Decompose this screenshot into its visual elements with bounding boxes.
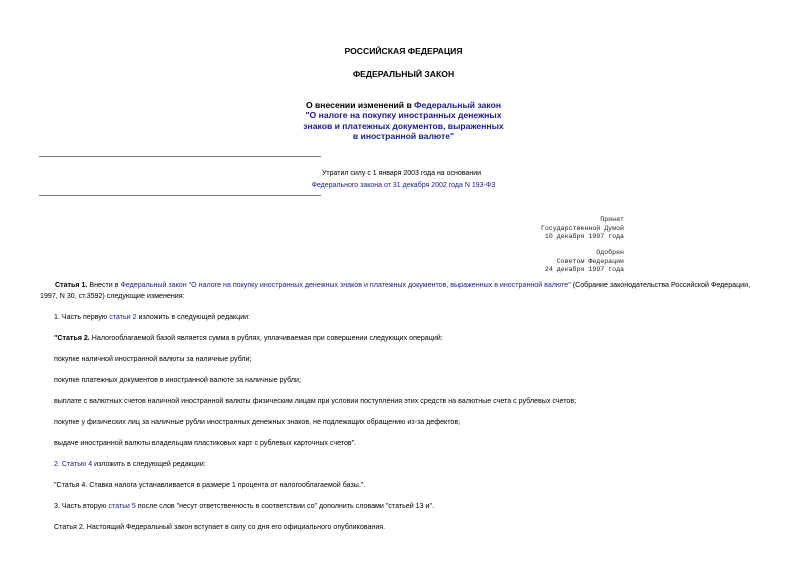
item-2-num[interactable]: 2.	[54, 460, 62, 468]
operation-2: покупке платежных документов в иностранной валюте за наличные рубли;	[54, 376, 301, 384]
article-1-label: Статья 1.	[55, 281, 88, 289]
operation-4: покупке у физических лиц за наличные рубли иностранных денежных знаков, не подлежащих обращению из-за дефектов;	[54, 418, 461, 426]
article-4-new-text: "Статья 4. Ставка налога устанавливается в размере 1 процента от налогооблагаемой базы.".	[54, 481, 366, 489]
article-2-new-label: "Статья 2.	[54, 334, 90, 342]
article-1-link[interactable]: Федеральный закон "О налоге на покупку иностранных денежных знаков и платежных документов, выраженных в иностранной валюте"	[120, 281, 571, 289]
title-line-4[interactable]: в иностранной валюте"	[352, 131, 455, 142]
item-3	[54, 501, 769, 512]
item-1-text-a: 1. Часть первую	[54, 313, 110, 321]
article-2-new-body: Налогооблагаемой базой является сумма в рублях, уплачиваемая при совершении следующих операций:	[89, 334, 443, 342]
adoption-approved	[545, 249, 624, 275]
article-1	[40, 280, 769, 302]
item-1	[54, 312, 769, 323]
item-1-link[interactable]: статьи 2	[109, 313, 137, 321]
divider-top	[39, 156, 321, 157]
law-title	[0, 100, 807, 142]
item-2-link[interactable]: Статью 4	[61, 460, 93, 468]
title-link[interactable]: Федеральный закон	[414, 100, 502, 110]
operation-5: выдаче иностранной валюты владельцам пластиковых карт с рублевых карточных счетов".	[54, 439, 357, 447]
country-heading: РОССИЙСКАЯ ФЕДЕРАЦИЯ	[344, 46, 463, 56]
title-line-2[interactable]: "О налоге на покупку иностранных денежных	[305, 110, 502, 121]
item-1-text-b: изложить в следующей редакции:	[136, 313, 251, 321]
article-1-text-b: (Собрание законодательства Российской Федерации, 1997, N 30, ст.3592) следующие изменения:	[40, 281, 751, 300]
status-note-link[interactable]: Федерального закона от 31 декабря 2002 года N 193-ФЗ	[311, 182, 496, 189]
item-2-text-b: изложить в следующей редакции:	[92, 460, 206, 468]
article-1-text-a: Внести в	[87, 281, 121, 289]
doc-type-heading: ФЕДЕРАЛЬНЫЙ ЗАКОН	[352, 69, 455, 79]
approved-line-3: 24 декабря 1997 года	[544, 266, 624, 274]
item-2	[54, 459, 769, 470]
status-note-line1: Утратил силу с 1 января 2003 года на основании	[321, 170, 482, 177]
article-2: Статья 2. Настоящий Федеральный закон вступает в силу со дня его официального опубликования.	[54, 523, 386, 531]
title-prefix: О внесении изменений в	[305, 100, 415, 110]
accepted-line-2: Государственной Думой	[540, 224, 624, 232]
operation-1: покупке наличной иностранной валюты за наличные рубли;	[54, 355, 252, 363]
approved-line-1: Одобрен	[596, 249, 624, 256]
adoption-accepted	[541, 216, 624, 242]
approved-line-2: Советом Федерации	[556, 257, 624, 265]
accepted-line-3: 10 декабря 1997 года	[544, 233, 624, 241]
divider-bottom	[39, 195, 321, 196]
item-3-text-a: 3. Часть вторую	[54, 502, 109, 510]
article-2-new-text	[54, 333, 769, 344]
accepted-line-1: Принят	[600, 216, 624, 223]
item-3-text-b: после слов "несут ответственность в соответствии со" дополнить словами "статьей 13 и".	[135, 502, 434, 510]
item-3-link[interactable]: статьи 5	[108, 502, 136, 510]
title-line-3[interactable]: знаков и платежных документов, выраженных	[303, 120, 504, 131]
operation-3: выплате с валютных счетов наличной иностранной валюты физическим лицам при условии поступления этих средств на валютные счета с рублевых счетов;	[54, 397, 577, 405]
